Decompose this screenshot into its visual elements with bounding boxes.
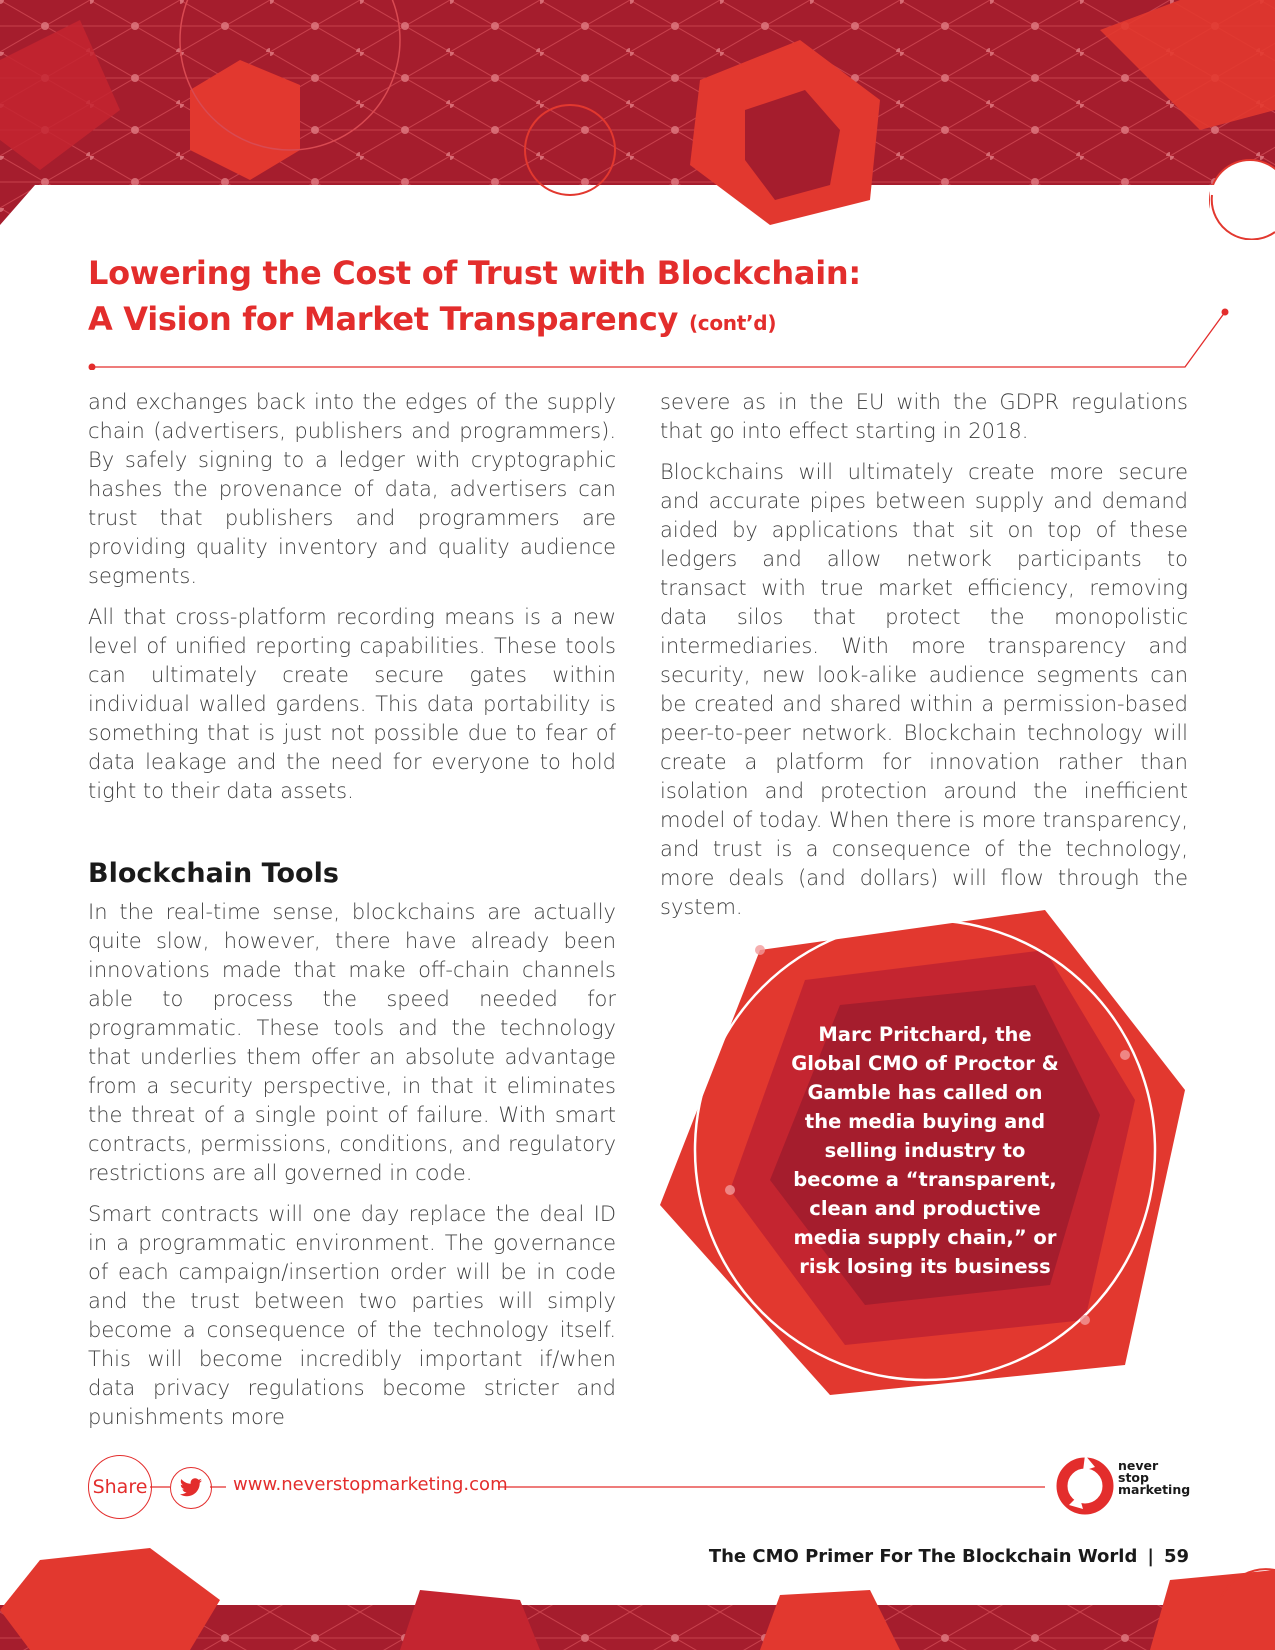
page-number: 59: [1163, 1546, 1189, 1567]
paragraph: Blockchains will ultimately create more secure and accurate pipes between supply and demand aided by applications that sit on top of these ledgers and allow network participants to transact with true market efficiency, removing data silos that protect the monopolistic intermediaries. With more transparency and security, new look-alike audience segments can be created and shared within a permission-based peer-to-peer network. Blockchain technology will create a platform for innovation rather than isolation and protection around the inefficient model of today. When there is more transparency, and trust is a consequence of the technology, more deals (and dollars) will flow through the system.: [660, 460, 1189, 919]
title-suffix: (cont’d): [688, 311, 777, 335]
top-banner: [0, 0, 1275, 240]
twitter-bird-icon: [179, 1478, 203, 1498]
paragraph: Smart contracts will one day replace the deal ID in a programmatic environment. The governance of each campaign/insertion order will be in code and the trust between two parties will simply become a consequence of the technology itself. This will become incredibly important if/when data privacy regulations become stricter and punishments more: [88, 1202, 616, 1429]
section-heading: Blockchain Tools: [88, 858, 339, 889]
paragraph: and exchanges back into the edges of the supply chain (advertisers, publishers and programmers). By safely signing to a ledger with cryptographic hashes the provenance of data, advertisers can trust that publishers and programmers are providing quality inventory and quality audience segments.: [88, 390, 616, 588]
bottom-banner: [0, 1540, 1275, 1650]
callout-quote: Marc Pritchard, the Global CMO of Proctor & Gamble has called on the media buying and selling industry to become a “transparent, clean and productive media supply chain,” or risk losing its business: [791, 1023, 1059, 1278]
page-title-line-1: Lowering the Cost of Trust with Blockchain:: [88, 254, 861, 292]
logo-wordmark: never stop marketing: [1118, 1458, 1191, 1497]
share-label: Share: [92, 1476, 148, 1498]
twitter-share-button[interactable]: [170, 1467, 212, 1509]
footer-separator: |: [1147, 1546, 1154, 1567]
paragraph: All that cross-platform recording means is a new level of unified reporting capabilities. These tools can ultimately create secure gates within individual walled gardens. This data portability is something that is just not possible due to fear of data leakage and the need for everyone to hold tight to their data assets.: [88, 605, 616, 803]
right-column: [660, 388, 1188, 934]
website-link[interactable]: www.neverstopmarketing.com: [233, 1474, 508, 1495]
paragraph: severe as in the EU with the GDPR regulations that go into effect starting in 2018.: [660, 390, 1188, 443]
left-column: [88, 388, 616, 1444]
page-title-line-2-text: A Vision for Market Transparency: [88, 300, 679, 338]
book-title: The CMO Primer For The Blockchain World: [708, 1546, 1138, 1567]
share-button[interactable]: [88, 1455, 152, 1519]
title-divider: [0, 290, 1275, 370]
paragraph: In the real-time sense, blockchains are actually quite slow, however, there have already been innovations made that make off-chain channels able to process the speed needed for programmatic. These tools and the technology that underlies them offer an absolute advantage from a security perspective, in that it eliminates the threat of a single point of failure. With smart contracts, permissions, conditions, and regulatory restrictions are all governed in code.: [88, 900, 616, 1185]
